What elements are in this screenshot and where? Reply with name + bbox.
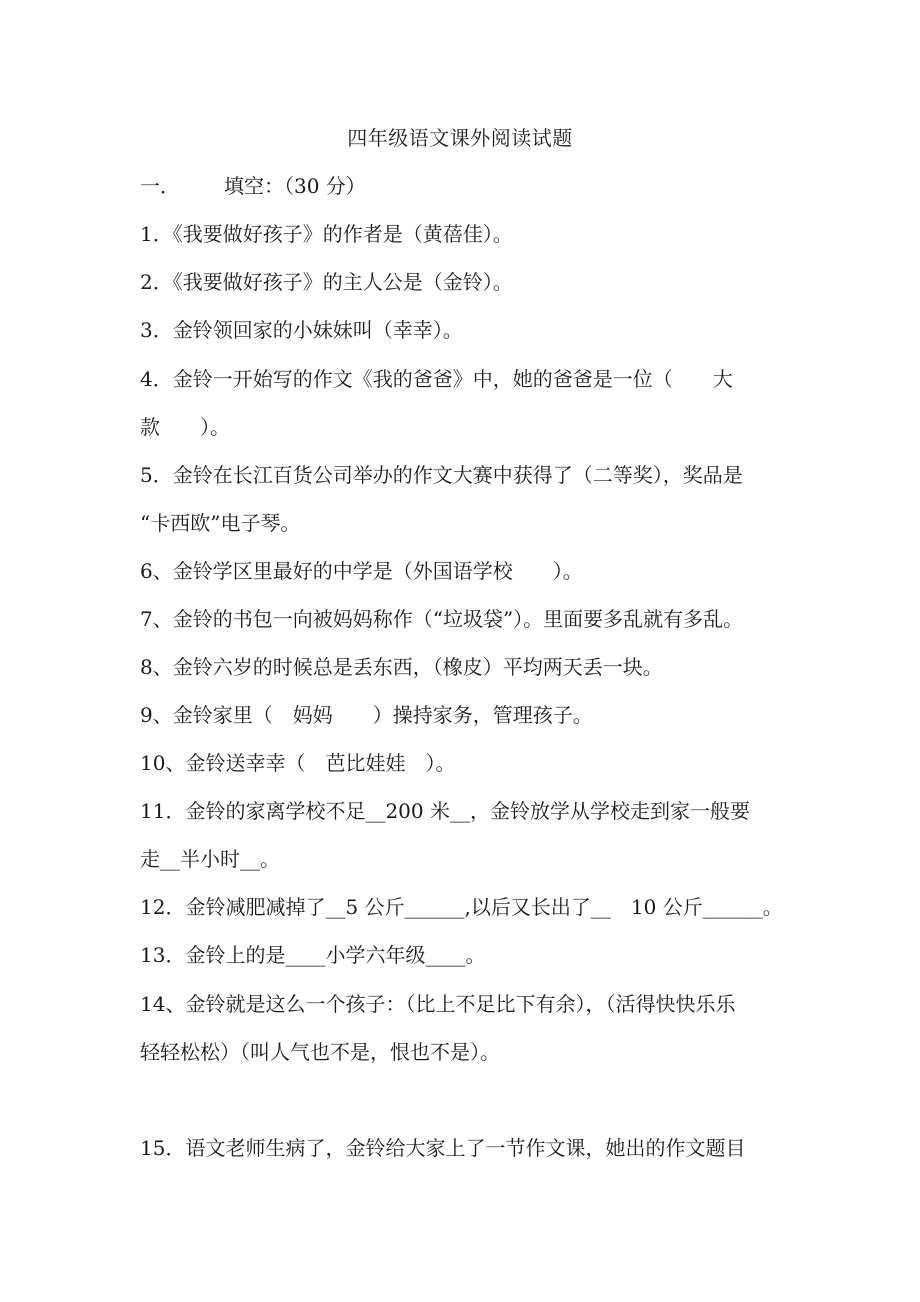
text-line: 走__半小时__。 (140, 847, 280, 871)
text-line: 6、金铃学区里最好的中学是（外国语学校 ）。 (140, 559, 583, 583)
section-label: 填空：（30 分） (224, 174, 366, 198)
text-line: 4．金铃一开始写的作文《我的爸爸》中，她的爸爸是一位（ 大 (140, 367, 733, 391)
text-line: 3．金铃领回家的小妹妹叫（幸幸）。 (140, 318, 463, 342)
section-heading (140, 172, 790, 200)
text-line: 15．语文老师生病了，金铃给大家上了一节作文课，她出的作文题目 (140, 1136, 746, 1160)
text-line: “卡西欧”电子琴。 (140, 511, 301, 535)
text-line: 2．《我要做好孩子》的主人公是（金铃）。 (140, 270, 513, 294)
document-title: 四年级语文课外阅读试题 (347, 126, 573, 150)
text-line: 14、金铃就是这么一个孩子：（比上不足比下有余），（活得快快乐乐 (140, 992, 736, 1016)
text-line: 9、金铃家里（ 妈妈 ）操持家务，管理孩子。 (140, 703, 593, 727)
text-line: 13．金铃上的是____小学六年级____。 (140, 943, 486, 967)
text-line: 12．金铃减肥减掉了__5 公斤______,以后又长出了__ 10 公斤______。 (140, 895, 783, 919)
text-line: 1．《我要做好孩子》的作者是（黄蓓佳）。 (140, 222, 513, 246)
text-line: 7、金铃的书包一向被妈妈称作（“垃圾袋”）。里面要多乱就有多乱。 (140, 607, 744, 631)
text-line: 11．金铃的家离学校不足__200 米__，金铃放学从学校走到家一般要 (140, 799, 750, 823)
section-number: 一． (140, 174, 180, 198)
text-line: 10、金铃送幸幸（ 芭比娃娃 ）。 (140, 751, 456, 775)
text-line: 5．金铃在长江百货公司举办的作文大赛中获得了（二等奖），奖品是 (140, 463, 743, 487)
text-line: 8、金铃六岁的时候总是丢东西，（橡皮）平均两天丢一块。 (140, 655, 663, 679)
text-line: 款 ）。 (140, 415, 230, 439)
text-line: 轻轻松松）（叫人气也不是，恨也不是）。 (140, 1040, 500, 1064)
